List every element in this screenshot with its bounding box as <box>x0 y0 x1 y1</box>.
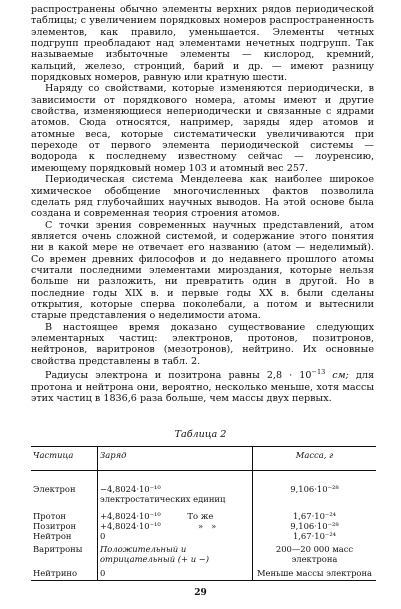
paragraph-5: В настоящее время доказано существование следующих элементарных частиц: электронов, протонов, позитронов, нейтронов, варитронов (мезотронов), нейтрино. Их основные свойства представлены в табл. 2. <box>31 321 374 367</box>
particle-name: Протон <box>33 511 66 521</box>
particle-name: Позитрон <box>33 521 77 531</box>
table-row <box>31 541 376 564</box>
particle-name: Электрон <box>33 484 76 494</box>
particle-charge: 0 <box>98 564 253 581</box>
table-row <box>31 471 376 512</box>
radius-exponent: −13 <box>311 368 326 376</box>
particle-name: Нейтрон <box>33 531 72 541</box>
particle-mass: 1,67·10⁻²⁴ <box>253 511 377 521</box>
table-row <box>31 564 376 581</box>
radius-text-pre: Радиусы электрона и позитрона равны 2,8 · 10 <box>45 370 312 382</box>
page-number: 29 <box>194 588 207 598</box>
particle-mass: Меньше массы электрона <box>253 564 377 581</box>
table-caption: Таблица 2 <box>174 429 227 440</box>
particle-mass: 9,106·10⁻²⁸ <box>253 471 377 512</box>
table-row <box>31 531 376 541</box>
particle-name: Варитроны <box>33 544 83 554</box>
paragraph-4: С точки зрения современных научных представлений, атом является очень сложной системой, и содержание этого понятия ни в какой мере не отвечает его названию (атом — неделимый). Со времен древних философов и до недавнего прошлого атомы считали последними элементами мироздания, которые нельзя больше ни разложить, ни превратить один в другой. Но в последние годы XIX в. и первые годы XX в. были сделаны открытия, которые сперва поколебали, а потом и вытеснили старые представления о неделимости атома. <box>31 219 374 322</box>
radius-unit: см; <box>325 370 349 382</box>
table-row <box>31 511 376 521</box>
particle-name: Нейтрино <box>31 564 98 581</box>
particle-mass: 200—20 000 масс электрона <box>253 541 377 564</box>
header-particle: Частица <box>31 447 98 471</box>
particle-charge: Положительный и отрицательный (+ и −) <box>98 541 253 564</box>
paragraph-radius <box>31 367 374 404</box>
particle-charge: −4,8024·10⁻¹⁰ электростатических единиц <box>98 471 253 512</box>
particle-charge: +4,8024·10⁻¹⁰ То же <box>98 511 253 521</box>
header-charge: Заряд <box>98 447 253 471</box>
particle-mass: 1,67·10⁻²⁴ <box>253 531 377 541</box>
particle-mass: 9,106·10⁻²⁸ <box>253 521 377 531</box>
paragraph-2: Наряду со свойствами, которые изменяются периодически, в зависимости от порядкового номера, атомы имеют и другие свойства, изменяющиеся непериодически и связанные с ядрами атомов. Сюда относятся, например, заряды ядер атомов и атомные веса, которые систематически увеличиваются при переходе от первого элемента периодической системы — водорода к последнему известному сейчас — лоуренсию, имеющему порядковый номер 103 и атомный вес 257. <box>31 83 374 174</box>
table-header-row <box>31 447 376 471</box>
table-row <box>31 521 376 531</box>
header-mass: Масса, г <box>253 447 377 471</box>
particle-charge: +4,8024·10⁻¹⁰ » » <box>98 521 253 531</box>
particles-table <box>31 446 376 581</box>
paragraph-1: распространены обычно элементы верхних рядов периодической таблицы; с увеличением порядковых номеров распространенность элементов, как правило, уменьшается. Элементы четных подгрупп преобладают над элементами нечетных подгрупп. Так называемые избыточные элементы — кислород, кремний, кальций, железо, стронций, барий и др. — имеют разницу порядковых номеров, равную или кратную шести. <box>31 4 374 84</box>
body-text <box>31 4 374 404</box>
particle-charge: 0 <box>98 531 253 541</box>
radius-text-post: для протона и нейтрона они, вероятно, несколько меньше, хотя массы этих частиц в 1836,6 раза больше, чем массы двух первых. <box>31 370 374 404</box>
paragraph-3: Периодическая система Менделеева как наиболее широкое химическое обобщение многочисленных фактов позволила сделать ряд глубочайших научных выводов. На этой основе была создана и современная теория строения атомов. <box>31 174 374 220</box>
